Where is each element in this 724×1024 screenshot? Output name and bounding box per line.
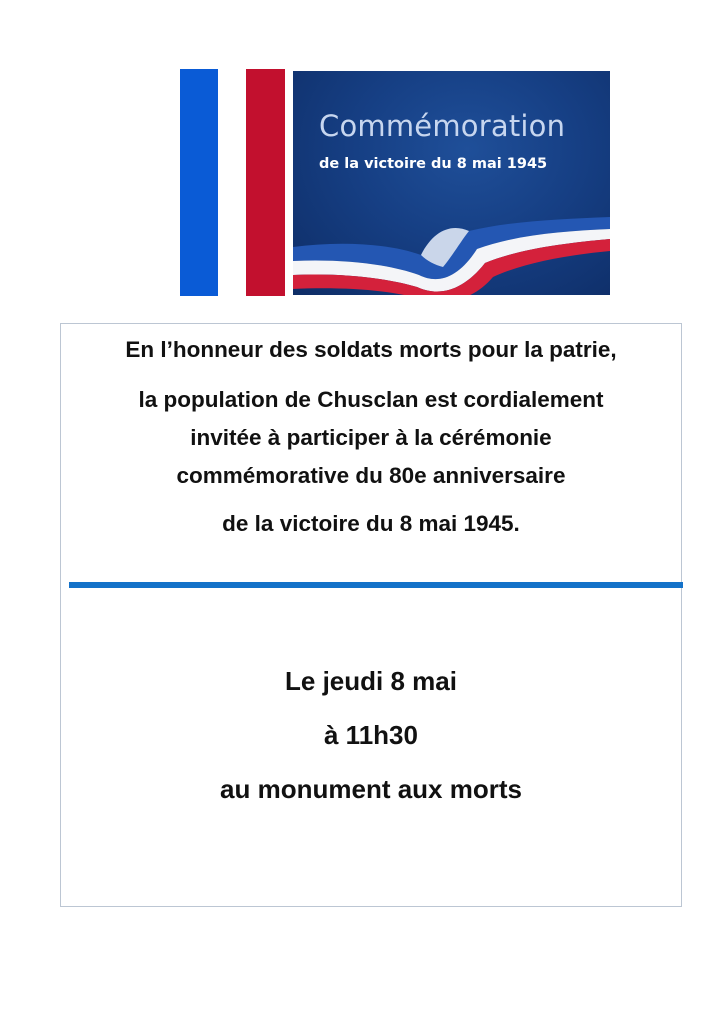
section-divider	[69, 582, 683, 588]
invitation-card	[60, 323, 682, 907]
flag-red-stripe	[246, 69, 285, 296]
event-time: à 11h30	[324, 720, 418, 750]
invitation-line-5: de la victoire du 8 mai 1945.	[222, 511, 520, 536]
banner-title: Commémoration	[319, 109, 566, 143]
event-date: Le jeudi 8 mai	[285, 666, 457, 696]
tricolor-ribbon-icon	[293, 71, 610, 295]
commemoration-banner	[293, 71, 610, 295]
event-place: au monument aux morts	[220, 774, 522, 804]
invitation-line-4: commémorative du 80e anniversaire	[176, 463, 566, 488]
flag-blue-stripe	[180, 69, 218, 296]
invitation-line-3: invitée à participer à la cérémonie	[190, 425, 552, 450]
invitation-line-2: la population de Chusclan est cordialement	[138, 387, 604, 412]
banner-subtitle: de la victoire du 8 mai 1945	[319, 156, 548, 172]
invitation-line-1: En l’honneur des soldats morts pour la patrie,	[125, 337, 617, 362]
